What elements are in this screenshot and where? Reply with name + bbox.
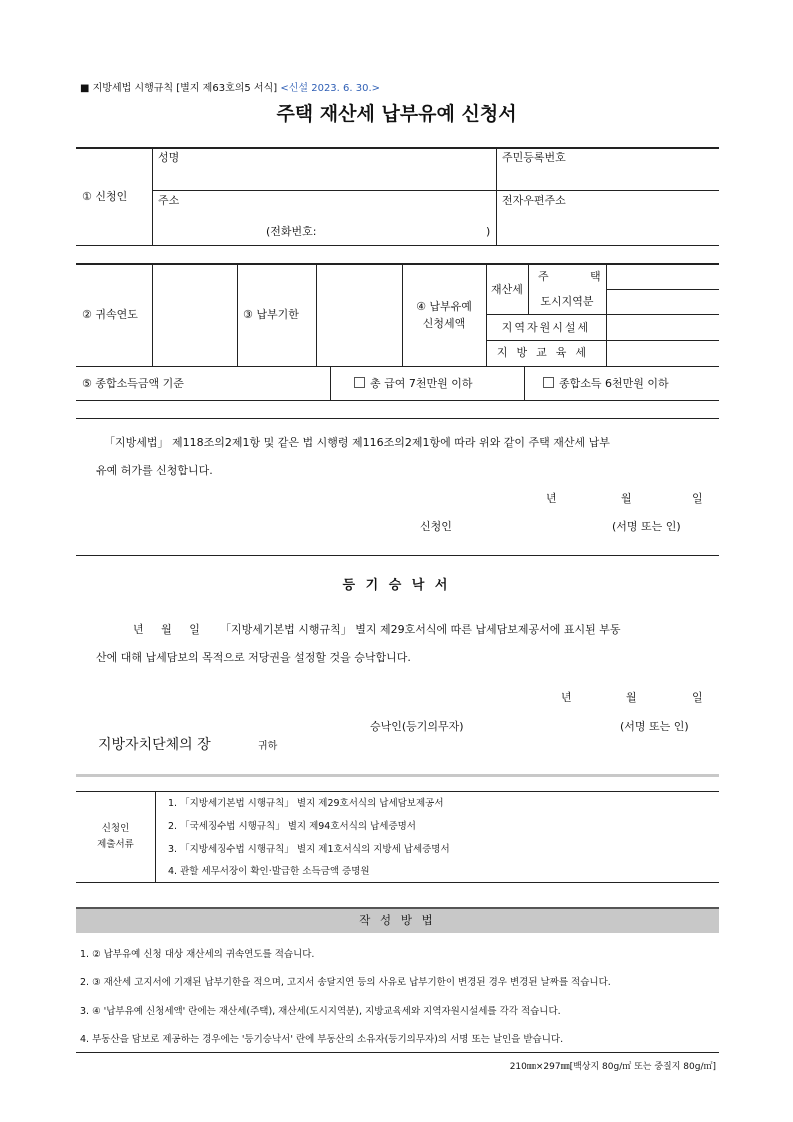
- instruction-item: 3. ④ '납부유예 신청세액' 란에는 재산세(주택), 재산세(도시지역분), 지방교육세와 지역자원시설세를 각각 적습니다.: [80, 1006, 561, 1017]
- name-label: 성명: [158, 151, 180, 164]
- year-label: ② 귀속연도: [82, 308, 138, 321]
- instruction-item: 1. ② 납부유예 신청 대상 재산세의 귀속연도를 적습니다.: [80, 949, 315, 960]
- urban-area-label: 도시지역분: [540, 295, 594, 308]
- comprehensive-income-checkbox[interactable]: [543, 377, 554, 388]
- local-education-label: 지방교육세: [496, 346, 596, 359]
- square-bullet-icon: ■: [80, 83, 90, 94]
- addressee-honorific: 귀하: [258, 741, 278, 752]
- document-item: 2. 「국세징수법 시행규칙」 별지 제94호서식의 납세증명서: [168, 821, 416, 832]
- consent-year: 년: [561, 691, 572, 704]
- address-label: 주소: [158, 194, 180, 207]
- income-option-salary[interactable]: 총 급여 7천만원 이하: [354, 377, 473, 391]
- rrn-label: 주민등록번호: [502, 151, 566, 164]
- declaration-day: 일: [692, 492, 703, 505]
- instruction-item: 4. 부동산을 담보로 제공하는 경우에는 '등기승낙서' 란에 부동산의 소유자(등기의무자)의 서명 또는 날인을 받습니다.: [80, 1034, 564, 1045]
- documents-label-line1: 신청인: [101, 823, 130, 834]
- declaration-line1: 「지방세법」 제118조의2제1항 및 같은 법 시행령 제116조의2제1항에 따라 위와 같이 주택 재산세 납부: [104, 436, 610, 449]
- salary-checkbox[interactable]: [354, 377, 365, 388]
- instructions-title: 작 성 방 법: [359, 913, 436, 927]
- housing-label-b: 택: [590, 270, 601, 283]
- document-item: 3. 「지방세징수법 시행규칙」 별지 제1호서식의 지방세 납세증명서: [168, 844, 450, 855]
- instruction-item: 2. ③ 재산세 고지서에 기재된 납부기한을 적으며, 고지서 송달지연 등의 사유로 납부기한이 변경된 경우 변경된 날짜를 적습니다.: [80, 977, 611, 988]
- declaration-year: 년: [546, 492, 557, 505]
- consent-day: 일: [692, 691, 703, 704]
- document-item: 4. 관할 세무서장이 확인·발급한 소득금액 증명원: [168, 866, 370, 877]
- income-option-comprehensive[interactable]: 종합소득 6천만원 이하: [543, 377, 669, 391]
- document-item: 1. 「지방세기본법 시행규칙」 별지 제29호서식의 납세담보제공서: [168, 798, 444, 809]
- consent-month: 월: [626, 691, 637, 704]
- form-reference: [80, 82, 380, 96]
- addressee: 지방자치단체의 장: [98, 737, 211, 753]
- consent-line1: 「지방세기본법 시행규칙」 별지 제29호서식에 따른 납세담보제공서에 표시된 부동: [220, 623, 621, 636]
- consent-line2: 산에 대해 납세담보의 목적으로 저당권을 설정할 것을 승낙합니다.: [96, 651, 411, 664]
- declaration-applicant-label: 신청인: [420, 520, 452, 533]
- applicant-section-label: ① 신청인: [82, 190, 128, 203]
- amendment-note: <신설 2023. 6. 30.>: [280, 83, 381, 94]
- page-title: 주택 재산세 납부유예 신청서: [276, 103, 517, 125]
- declaration-sign-note: (서명 또는 인): [612, 520, 681, 533]
- declaration-line2: 유예 허가를 신청합니다.: [96, 464, 213, 477]
- declaration-month: 월: [621, 492, 632, 505]
- regulation-reference: 지방세법 시행규칙 [별지 제63호의5 서식]: [92, 83, 278, 94]
- phone-close: ): [486, 225, 491, 238]
- section-separator: [76, 774, 719, 777]
- paper-spec-footer: 210㎜×297㎜[백상지 80g/㎡ 또는 중질지 80g/㎡]: [509, 1062, 716, 1072]
- housing-label-a: 주: [538, 270, 549, 283]
- consent-sign-note: (서명 또는 인): [620, 720, 689, 733]
- consent-date-blank: 년 월 일: [133, 623, 200, 636]
- amount-label-line2: 신청세액: [422, 317, 466, 330]
- income-criteria-label: ⑤ 종합소득금액 기준: [82, 377, 184, 390]
- consent-title: 등 기 승 낙 서: [342, 578, 451, 593]
- documents-label-line2: 제출서류: [97, 839, 134, 850]
- deadline-label: ③ 납부기한: [243, 308, 299, 321]
- property-tax-label: 재산세: [491, 283, 523, 296]
- regional-resource-label: 지역자원시설세: [501, 321, 591, 334]
- email-label: 전자우편주소: [502, 194, 566, 207]
- phone-label: (전화번호:: [266, 225, 317, 238]
- amount-label-line1: ④ 납부유예: [416, 300, 472, 313]
- consent-grantor-label: 승낙인(등기의무자): [370, 720, 464, 733]
